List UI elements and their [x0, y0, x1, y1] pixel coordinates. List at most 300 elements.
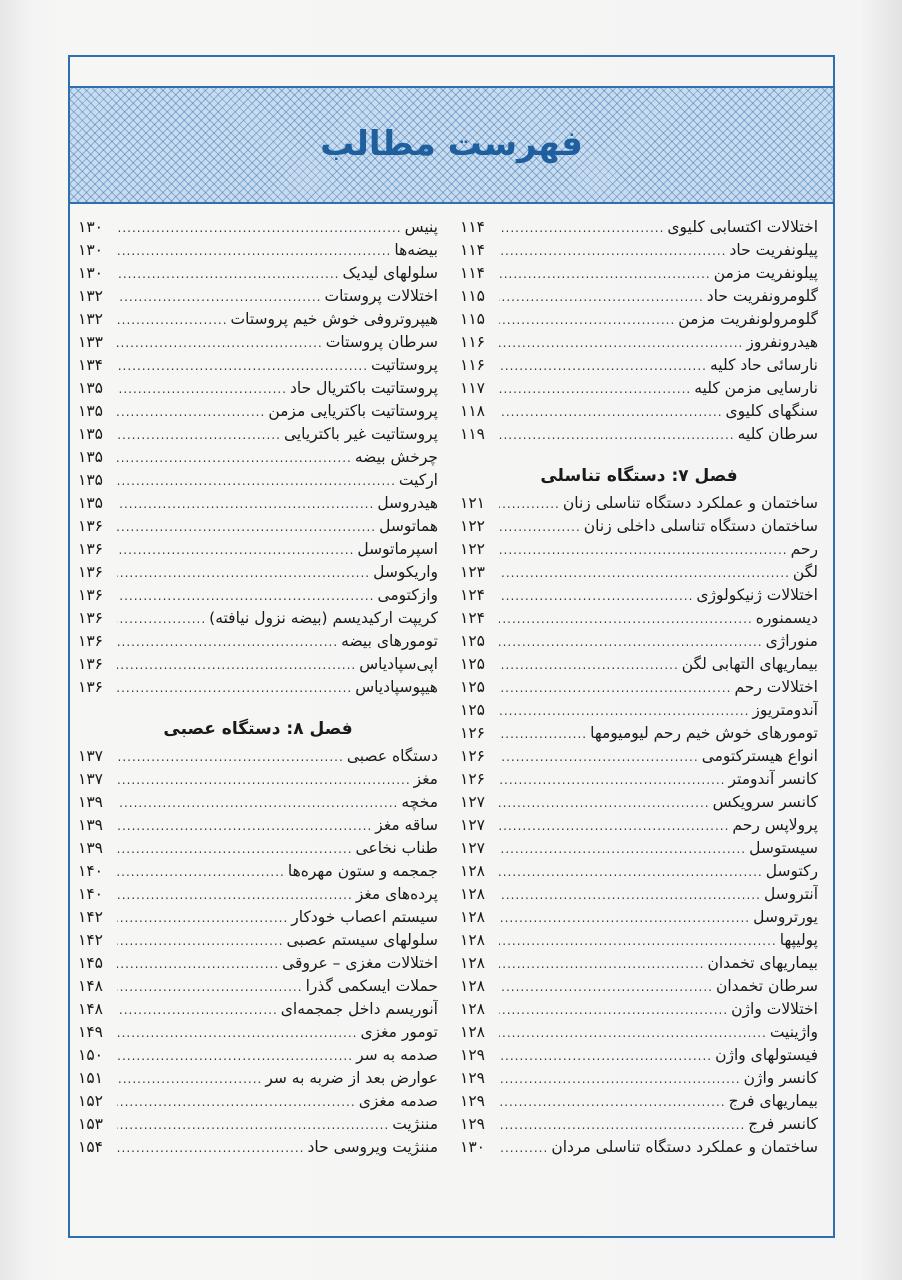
toc-entry — [460, 860, 818, 883]
toc-entry-page: ۱۴۸ — [78, 1000, 103, 1018]
toc-entry-page: ۱۲۸ — [460, 908, 485, 926]
toc-entry-title: سرطان کلیه — [737, 425, 818, 443]
toc-column-left — [78, 216, 438, 1159]
toc-entry — [78, 607, 438, 630]
dot-leader — [117, 1114, 389, 1136]
toc-entry-page: ۱۵۴ — [78, 1138, 103, 1156]
toc-entry-title: تومورهای خوش خیم رحم لیومیومها — [590, 724, 818, 742]
toc-entry-title: حملات ایسکمی گذرا — [305, 977, 438, 995]
toc-entry-page: ۱۴۰ — [78, 885, 103, 903]
toc-entry-title: مننژیت ویروسی حاد — [307, 1138, 438, 1156]
toc-entry — [78, 837, 438, 860]
toc-entry-page: ۱۳۶ — [78, 563, 103, 581]
toc-entry-title: پروستاتیت باکتریال حاد — [290, 379, 438, 397]
toc-entry-title: اختلالات واژن — [731, 1000, 818, 1018]
toc-entry-page: ۱۴۰ — [78, 862, 103, 880]
dot-leader — [499, 1114, 745, 1136]
dot-leader — [499, 608, 753, 630]
toc-entry — [460, 561, 818, 584]
toc-entry — [460, 308, 818, 331]
dot-leader — [117, 838, 353, 860]
toc-entry — [460, 653, 818, 676]
toc-entry — [78, 929, 438, 952]
toc-entry-title: صدمه مغزی — [358, 1092, 438, 1110]
dot-leader — [499, 677, 731, 699]
toc-entry-page: ۱۲۷ — [460, 793, 485, 811]
dot-leader — [499, 562, 790, 584]
toc-entry-title: گلومرونفریت حاد — [706, 287, 818, 305]
toc-entry — [460, 745, 818, 768]
dot-leader — [117, 1137, 304, 1159]
dot-leader — [499, 976, 713, 998]
dot-leader — [499, 700, 749, 722]
toc-entry — [78, 814, 438, 837]
toc-entry-title: کانسر آندومتر — [728, 770, 818, 788]
toc-list — [78, 216, 438, 699]
toc-entry-title: عوارض بعد از ضربه به سر — [265, 1069, 438, 1087]
toc-entry-title: پروستاتیت غیر باکتریایی — [283, 425, 438, 443]
toc-entry — [78, 492, 438, 515]
toc-entry — [460, 906, 818, 929]
dot-leader — [499, 861, 763, 883]
dot-leader — [117, 424, 281, 446]
toc-list — [78, 745, 438, 1159]
toc-entry-page: ۱۲۸ — [460, 977, 485, 995]
toc-entry-title: هیدرونفروز — [746, 333, 818, 351]
toc-entry-title: چرخش بیضه — [354, 448, 438, 466]
toc-entry-page: ۱۲۷ — [460, 816, 485, 834]
toc-entry — [460, 354, 818, 377]
toc-entry — [78, 630, 438, 653]
toc-entry — [460, 699, 818, 722]
toc-entry — [78, 354, 438, 377]
toc-entry-title: رحم — [790, 540, 818, 558]
toc-entry-title: بیماریهای فرج — [728, 1092, 818, 1110]
toc-entry-page: ۱۵۲ — [78, 1092, 103, 1110]
toc-entry — [78, 538, 438, 561]
dot-leader — [117, 493, 374, 515]
toc-entry-title: دستگاه عصبی — [346, 747, 438, 765]
toc-entry-title: لگن — [792, 563, 818, 581]
toc-entry-title: سلولهای لیدیک — [342, 264, 438, 282]
toc-entry-title: ساختمان و عملکرد دستگاه تناسلی زنان — [562, 494, 818, 512]
toc-entry — [460, 1090, 818, 1113]
dot-leader — [117, 240, 391, 262]
dot-leader — [499, 286, 704, 308]
toc-entry — [78, 791, 438, 814]
toc-entry-page: ۱۳۵ — [78, 471, 103, 489]
toc-entry-page: ۱۱۹ — [460, 425, 485, 443]
toc-entry-title: هماتوسل — [379, 517, 438, 535]
toc-column-right — [460, 216, 818, 1159]
toc-entry — [78, 952, 438, 975]
toc-entry — [460, 400, 818, 423]
toc-entry-page: ۱۴۵ — [78, 954, 103, 972]
dot-leader — [117, 309, 228, 331]
toc-entry-page: ۱۲۲ — [460, 540, 485, 558]
toc-entry-title: رکتوسل — [765, 862, 818, 880]
toc-entry-page: ۱۱۷ — [460, 379, 485, 397]
toc-entry-title: صدمه به سر — [356, 1046, 438, 1064]
toc-entry — [460, 492, 818, 515]
toc-entry — [460, 1067, 818, 1090]
toc-list — [460, 216, 818, 446]
toc-entry — [78, 1067, 438, 1090]
dot-leader — [117, 608, 206, 630]
toc-entry-title: ساختمان و عملکرد دستگاه تناسلی مردان — [551, 1138, 818, 1156]
toc-entry-page: ۱۲۸ — [460, 862, 485, 880]
dot-leader — [499, 907, 750, 929]
toc-entry — [78, 1136, 438, 1159]
toc-entry-page: ۱۳۵ — [78, 448, 103, 466]
toc-entry — [78, 676, 438, 699]
toc-entry — [78, 469, 438, 492]
toc-entry-title: واژینیت — [769, 1023, 818, 1041]
toc-entry-page: ۱۱۴ — [460, 218, 485, 236]
dot-leader — [117, 286, 321, 308]
toc-entry-title: سلولهای سیستم عصبی — [286, 931, 438, 949]
toc-entry — [78, 653, 438, 676]
toc-entry — [78, 1090, 438, 1113]
toc-entry-page: ۱۳۹ — [78, 793, 103, 811]
toc-entry-title: بیماریهای التهابی لگن — [681, 655, 818, 673]
dot-leader — [499, 401, 723, 423]
toc-entry — [78, 262, 438, 285]
toc-entry — [460, 975, 818, 998]
dot-leader — [499, 332, 743, 354]
toc-entry — [78, 745, 438, 768]
dot-leader — [499, 1137, 548, 1159]
toc-entry-title: مننژیت — [392, 1115, 438, 1133]
toc-entry-title: منوراژی — [765, 632, 818, 650]
toc-entry-title: بیضه‌ها — [394, 241, 438, 259]
dot-leader — [117, 953, 279, 975]
dot-leader — [117, 332, 323, 354]
toc-entry-title: تومور مغزی — [360, 1023, 438, 1041]
toc-entry — [78, 1021, 438, 1044]
toc-entry-page: ۱۳۰ — [78, 241, 103, 259]
toc-entry — [460, 1113, 818, 1136]
dot-leader — [499, 1068, 741, 1090]
toc-entry-title: سیستم اعصاب خودکار — [291, 908, 438, 926]
dot-leader — [117, 976, 303, 998]
toc-entry-title: سنگهای کلیوی — [725, 402, 818, 420]
dot-leader — [499, 585, 693, 607]
dot-leader — [117, 1068, 262, 1090]
toc-entry-page: ۱۲۶ — [460, 770, 485, 788]
toc-entry-page: ۱۵۳ — [78, 1115, 103, 1133]
toc-entry — [78, 883, 438, 906]
dot-leader — [117, 930, 284, 952]
toc-entry-page: ۱۲۹ — [460, 1069, 485, 1087]
page-title: فهرست مطالب — [320, 124, 583, 164]
dot-leader — [117, 907, 288, 929]
toc-entry-title: پیلونفریت حاد — [729, 241, 818, 259]
toc-entry-title: هیدروسل — [377, 494, 438, 512]
toc-entry-title: مخچه — [401, 793, 438, 811]
toc-entry — [78, 446, 438, 469]
dot-leader — [117, 1045, 353, 1067]
toc-entry-page: ۱۱۶ — [460, 333, 485, 351]
dot-leader — [499, 1091, 726, 1113]
toc-entry — [78, 400, 438, 423]
toc-entry — [78, 308, 438, 331]
dot-leader — [117, 355, 368, 377]
toc-entry — [78, 768, 438, 791]
dot-leader — [499, 424, 735, 446]
toc-entry — [460, 791, 818, 814]
toc-entry-title: پنیس — [404, 218, 438, 236]
header-band — [70, 86, 833, 204]
dot-leader — [499, 769, 726, 791]
toc-entry — [460, 1044, 818, 1067]
toc-list — [460, 492, 818, 1159]
toc-entry-title: اپی‌سپادیاس — [359, 655, 438, 673]
toc-entry — [460, 423, 818, 446]
toc-entry-title: آنتروسل — [763, 885, 818, 903]
toc-entry-page: ۱۱۴ — [460, 264, 485, 282]
toc-entry — [78, 584, 438, 607]
toc-entry — [78, 239, 438, 262]
dot-leader — [499, 999, 728, 1021]
toc-entry — [78, 216, 438, 239]
dot-leader — [117, 217, 402, 239]
dot-leader — [499, 263, 711, 285]
toc-entry-page: ۱۲۹ — [460, 1046, 485, 1064]
toc-entry-page: ۱۲۲ — [460, 517, 485, 535]
toc-entry-title: اختلالات اکتسابی کلیوی — [667, 218, 818, 236]
dot-leader — [117, 861, 285, 883]
toc-entry — [460, 929, 818, 952]
toc-entry-page: ۱۲۱ — [460, 494, 485, 512]
toc-entry-page: ۱۳۶ — [78, 609, 103, 627]
toc-entry-page: ۱۳۶ — [78, 678, 103, 696]
toc-entry-page: ۱۳۶ — [78, 586, 103, 604]
toc-entry — [460, 952, 818, 975]
toc-entry-title: اختلالات ژنیکولوژی — [696, 586, 818, 604]
toc-entry-title: ساقه مغز — [375, 816, 438, 834]
toc-entry-title: وازکتومی — [377, 586, 438, 604]
toc-entry-title: آندومتریوز — [752, 701, 818, 719]
toc-entry — [460, 285, 818, 308]
toc-entry-page: ۱۳۶ — [78, 540, 103, 558]
toc-entry-page: ۱۴۲ — [78, 908, 103, 926]
dot-leader — [499, 792, 710, 814]
toc-entry-title: فیستولهای واژن — [715, 1046, 818, 1064]
toc-entry — [460, 584, 818, 607]
dot-leader — [499, 378, 691, 400]
dot-leader — [499, 355, 707, 377]
toc-entry — [78, 423, 438, 446]
toc-entry-title: پیلونفریت مزمن — [713, 264, 818, 282]
toc-entry — [78, 561, 438, 584]
dot-leader — [499, 539, 788, 561]
dot-leader — [499, 815, 729, 837]
toc-entry-title: جمجمه و ستون مهره‌ها — [287, 862, 438, 880]
toc-entry — [460, 1021, 818, 1044]
dot-leader — [499, 723, 587, 745]
toc-entry-page: ۱۳۵ — [78, 402, 103, 420]
toc-entry-title: کریپت ارکیدیسم (بیضه نزول نیافته) — [209, 609, 438, 627]
dot-leader — [117, 654, 356, 676]
toc-entry-page: ۱۱۸ — [460, 402, 485, 420]
toc-entry — [78, 331, 438, 354]
toc-entry-page: ۱۲۸ — [460, 954, 485, 972]
toc-entry-title: مغز — [413, 770, 438, 788]
toc-entry-page: ۱۳۰ — [78, 264, 103, 282]
toc-entry-title: واریکوسل — [373, 563, 438, 581]
toc-entry-page: ۱۲۵ — [460, 678, 485, 696]
toc-entry — [460, 607, 818, 630]
dot-leader — [117, 516, 376, 538]
toc-entry-page: ۱۳۷ — [78, 747, 103, 765]
toc-entry-page: ۱۳۵ — [78, 379, 103, 397]
toc-entry-title: نارسائی حاد کلیه — [709, 356, 818, 374]
dot-leader — [117, 447, 352, 469]
toc-entry-title: طناب نخاعی — [355, 839, 438, 857]
toc-entry-title: بیماریهای تخمدان — [707, 954, 818, 972]
toc-entry-page: ۱۳۴ — [78, 356, 103, 374]
toc-entry-page: ۱۳۶ — [78, 517, 103, 535]
toc-entry-page: ۱۲۶ — [460, 724, 485, 742]
dot-leader — [117, 378, 287, 400]
dot-leader — [117, 884, 353, 906]
toc-entry-page: ۱۱۵ — [460, 287, 485, 305]
toc-entry — [460, 837, 818, 860]
toc-entry-title: کانسر سرویکس — [712, 793, 818, 811]
dot-leader — [117, 401, 265, 423]
dot-leader — [117, 539, 354, 561]
toc-entry-title: اختلالات رحم — [734, 678, 818, 696]
dot-leader — [117, 1022, 357, 1044]
toc-entry-page: ۱۵۱ — [78, 1069, 103, 1087]
toc-entry-title: یورتروسل — [753, 908, 818, 926]
dot-leader — [117, 631, 338, 653]
dot-leader — [117, 562, 370, 584]
toc-entry-page: ۱۱۶ — [460, 356, 485, 374]
toc-entry — [78, 377, 438, 400]
dot-leader — [499, 217, 664, 239]
toc-entry — [78, 975, 438, 998]
toc-entry-page: ۱۲۸ — [460, 885, 485, 903]
toc-entry-page: ۱۳۳ — [78, 333, 103, 351]
toc-entry — [460, 377, 818, 400]
toc-entry-page: ۱۲۴ — [460, 586, 485, 604]
toc-entry-page: ۱۵۰ — [78, 1046, 103, 1064]
toc-entry — [460, 630, 818, 653]
toc-entry-page: ۱۳۵ — [78, 425, 103, 443]
dot-leader — [117, 999, 278, 1021]
dot-leader — [117, 815, 372, 837]
toc-entry-title: هیپروتروفی خوش خیم پروستات — [230, 310, 438, 328]
dot-leader — [117, 263, 340, 285]
toc-entry-page: ۱۳۹ — [78, 816, 103, 834]
toc-entry-title: اختلالات مغزی – عروقی — [282, 954, 438, 972]
toc-entry-page: ۱۳۰ — [78, 218, 103, 236]
dot-leader — [499, 309, 675, 331]
toc-entry — [460, 538, 818, 561]
toc-entry — [460, 331, 818, 354]
dot-leader — [499, 516, 581, 538]
toc-entry — [78, 1044, 438, 1067]
toc-entry-page: ۱۱۵ — [460, 310, 485, 328]
dot-leader — [117, 746, 344, 768]
toc-entry-title: هیپوسپادیاس — [355, 678, 438, 696]
toc-entry-page: ۱۳۲ — [78, 310, 103, 328]
toc-entry-page: ۱۴۹ — [78, 1023, 103, 1041]
toc-entry — [460, 1136, 818, 1159]
toc-entry-title: پولیپها — [779, 931, 818, 949]
toc-entry — [460, 883, 818, 906]
toc-entry-page: ۱۲۵ — [460, 701, 485, 719]
toc-entry-page: ۱۲۸ — [460, 1023, 485, 1041]
toc-entry-page: ۱۳۰ — [460, 1138, 485, 1156]
toc-entry-page: ۱۲۹ — [460, 1115, 485, 1133]
toc-entry-page: ۱۲۸ — [460, 1000, 485, 1018]
dot-leader — [117, 1091, 356, 1113]
toc-entry — [460, 998, 818, 1021]
dot-leader — [117, 585, 374, 607]
dot-leader — [499, 1022, 767, 1044]
toc-entry — [78, 998, 438, 1021]
dot-leader — [499, 746, 699, 768]
toc-entry-title: پروستاتیت — [371, 356, 438, 374]
toc-entry-page: ۱۳۹ — [78, 839, 103, 857]
toc-entry — [460, 515, 818, 538]
toc-entry-title: پرده‌های مغز — [355, 885, 438, 903]
toc-entry-title: تومورهای بیضه — [341, 632, 438, 650]
toc-entry — [460, 722, 818, 745]
toc-entry-title: اسپرماتوسل — [357, 540, 438, 558]
toc-entry-page: ۱۲۷ — [460, 839, 485, 857]
toc-entry-page: ۱۲۵ — [460, 655, 485, 673]
toc-entry-page: ۱۳۶ — [78, 655, 103, 673]
dot-leader — [499, 1045, 712, 1067]
toc-entry — [460, 216, 818, 239]
toc-entry — [460, 239, 818, 262]
toc-entry-title: انواع هیسترکتومی — [701, 747, 818, 765]
toc-entry-title: پروستاتیت باکتریایی مزمن — [268, 402, 438, 420]
toc-entry-title: ساختمان دستگاه تناسلی داخلی زنان — [583, 517, 818, 535]
toc-entry-page: ۱۲۸ — [460, 931, 485, 949]
toc-entry-title: پرولاپس رحم — [732, 816, 818, 834]
chapter-heading: فصل ۷: دستگاه تناسلی — [540, 466, 738, 486]
toc-entry-title: ارکیت — [398, 471, 438, 489]
toc-entry — [460, 768, 818, 791]
toc-entry-title: نارسایی مزمن کلیه — [694, 379, 818, 397]
toc-entry-page: ۱۲۵ — [460, 632, 485, 650]
toc-entry — [460, 262, 818, 285]
toc-entry — [78, 860, 438, 883]
toc-entry-page: ۱۲۶ — [460, 747, 485, 765]
toc-entry-title: کانسر فرج — [748, 1115, 818, 1133]
dot-leader — [499, 240, 726, 262]
dot-leader — [499, 493, 560, 515]
toc-entry — [460, 676, 818, 699]
toc-entry-page: ۱۴۲ — [78, 931, 103, 949]
dot-leader — [499, 884, 761, 906]
toc-entry-title: آنوریسم داخل جمجمه‌ای — [280, 1000, 438, 1018]
toc-entry — [78, 906, 438, 929]
dot-leader — [499, 631, 763, 653]
toc-entry — [78, 285, 438, 308]
toc-entry-title: گلومرولونفریت مزمن — [678, 310, 818, 328]
dot-leader — [117, 792, 398, 814]
chapter-heading: فصل ۸: دستگاه عصبی — [163, 719, 353, 739]
toc-entry — [78, 515, 438, 538]
toc-entry-title: سیستوسل — [749, 839, 818, 857]
toc-entry-page: ۱۲۹ — [460, 1092, 485, 1110]
